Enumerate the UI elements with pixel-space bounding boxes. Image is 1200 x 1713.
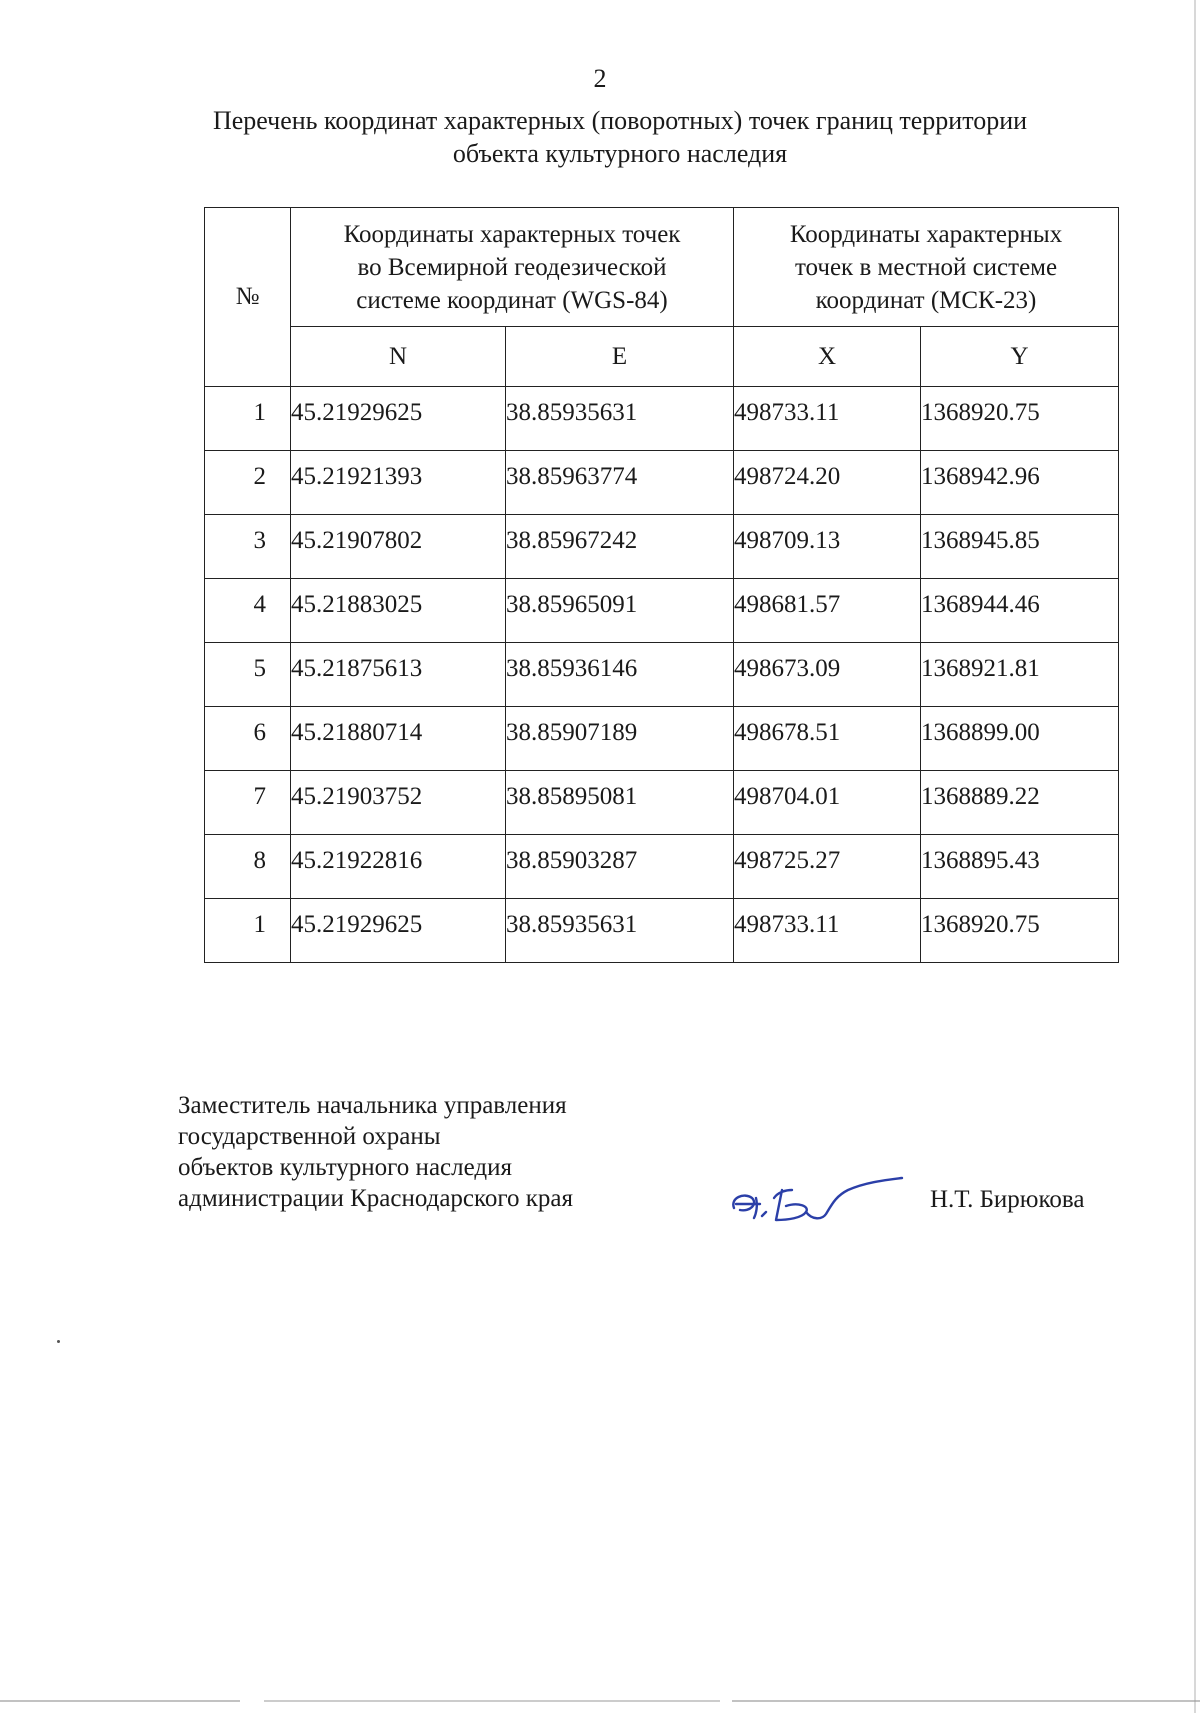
- position-line-1: Заместитель начальника управления: [178, 1092, 567, 1119]
- header-wgs84-line-2: во Всемирной геодезической: [357, 253, 667, 281]
- header-col-n: N: [291, 327, 506, 387]
- cell-e: 38.85895081: [506, 771, 734, 835]
- cell-n: 45.21929625: [291, 899, 506, 963]
- scan-speck: [57, 1340, 60, 1343]
- row-number: 3: [205, 515, 291, 579]
- table-row: [205, 387, 1119, 451]
- cell-n: 45.21880714: [291, 707, 506, 771]
- cell-x: 498724.20: [734, 451, 921, 515]
- cell-y: 1368920.75: [921, 387, 1119, 451]
- cell-e: 38.85907189: [506, 707, 734, 771]
- cell-n: 45.21921393: [291, 451, 506, 515]
- cell-n: 45.21875613: [291, 643, 506, 707]
- position-line-4: администрации Краснодарского края: [178, 1185, 574, 1212]
- row-number: 1: [205, 899, 291, 963]
- cell-e: 38.85965091: [506, 579, 734, 643]
- row-number: 5: [205, 643, 291, 707]
- document-title: [150, 104, 1090, 170]
- cell-x: 498681.57: [734, 579, 921, 643]
- table-row: [205, 771, 1119, 835]
- title-line-2: объекта культурного наследия: [452, 139, 788, 168]
- cell-y: 1368895.43: [921, 835, 1119, 899]
- cell-y: 1368899.00: [921, 707, 1119, 771]
- cell-y: 1368944.46: [921, 579, 1119, 643]
- table-row: [205, 707, 1119, 771]
- cell-e: 38.85967242: [506, 515, 734, 579]
- scan-bottom-edge: [0, 1700, 1200, 1702]
- row-number: 6: [205, 707, 291, 771]
- header-col-y: Y: [921, 327, 1119, 387]
- header-msk23-line-3: координат (МСК-23): [815, 286, 1037, 314]
- header-number: №: [205, 208, 291, 387]
- cell-x: 498709.13: [734, 515, 921, 579]
- header-wgs84: [291, 208, 734, 327]
- row-number: 4: [205, 579, 291, 643]
- cell-x: 498725.27: [734, 835, 921, 899]
- header-msk23-line-2: точек в местной системе: [794, 253, 1058, 281]
- cell-e: 38.85903287: [506, 835, 734, 899]
- cell-n: 45.21907802: [291, 515, 506, 579]
- header-col-e: E: [506, 327, 734, 387]
- cell-e: 38.85935631: [506, 387, 734, 451]
- table-row: [205, 899, 1119, 963]
- position-line-2: государственной охраны: [178, 1123, 441, 1150]
- cell-x: 498678.51: [734, 707, 921, 771]
- table-row: [205, 835, 1119, 899]
- coordinates-table: [204, 207, 1119, 963]
- row-number: 7: [205, 771, 291, 835]
- cell-e: 38.85936146: [506, 643, 734, 707]
- cell-x: 498704.01: [734, 771, 921, 835]
- cell-n: 45.21883025: [291, 579, 506, 643]
- cell-x: 498733.11: [734, 387, 921, 451]
- header-col-x: X: [734, 327, 921, 387]
- cell-y: 1368942.96: [921, 451, 1119, 515]
- cell-y: 1368920.75: [921, 899, 1119, 963]
- header-wgs84-line-1: Координаты характерных точек: [343, 220, 681, 248]
- cell-y: 1368889.22: [921, 771, 1119, 835]
- table-row: [205, 579, 1119, 643]
- signatory-position: [178, 1090, 573, 1214]
- scan-edge: [1194, 0, 1196, 1713]
- row-number: 2: [205, 451, 291, 515]
- row-number: 8: [205, 835, 291, 899]
- table-row: [205, 451, 1119, 515]
- cell-n: 45.21929625: [291, 387, 506, 451]
- cell-y: 1368921.81: [921, 643, 1119, 707]
- table-row: [205, 643, 1119, 707]
- cell-n: 45.21903752: [291, 771, 506, 835]
- page-number: 2: [593, 64, 607, 93]
- title-line-1: Перечень координат характерных (поворотных) точек границ территории: [212, 106, 1028, 135]
- header-wgs84-line-3: системе координат (WGS-84): [356, 286, 668, 314]
- cell-e: 38.85935631: [506, 899, 734, 963]
- cell-n: 45.21922816: [291, 835, 506, 899]
- row-number: 1: [205, 387, 291, 451]
- cell-x: 498673.09: [734, 643, 921, 707]
- signer-name: Н.Т. Бирюкова: [930, 1186, 1085, 1213]
- handwritten-signature: [726, 1168, 906, 1234]
- cell-e: 38.85963774: [506, 451, 734, 515]
- header-msk23: [734, 208, 1119, 327]
- cell-y: 1368945.85: [921, 515, 1119, 579]
- table-row: [205, 515, 1119, 579]
- position-line-3: объектов культурного наследия: [178, 1154, 512, 1181]
- header-msk23-line-1: Координаты характерных: [789, 220, 1063, 248]
- cell-x: 498733.11: [734, 899, 921, 963]
- signature-ink: [733, 1178, 902, 1220]
